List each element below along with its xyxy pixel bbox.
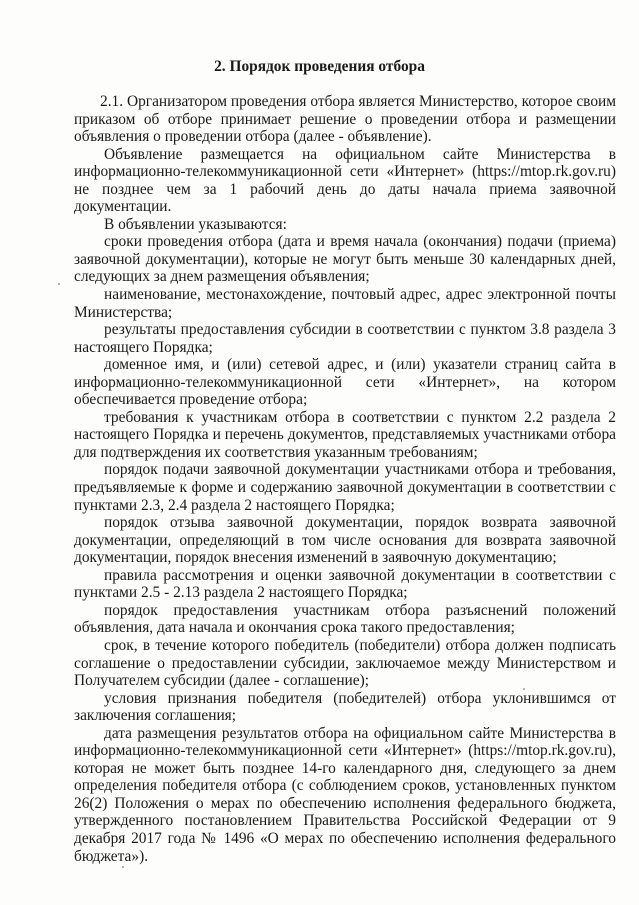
paragraph: 2.1. Организатором проведения отбора является Министерство, которое своим приказом об отборе принимает решение о проведении отбора и размещении объявления о проведении отбора (далее - объявление). [74,93,616,146]
paragraph: доменное имя, и (или) сетевой адрес, и (или) указатели страниц сайта в информационно-телекоммуникационной сети «Интернет», на котором обеспечивается проведение отбора; [74,356,616,409]
paragraph: В объявлении указываются: [104,215,287,233]
paragraph: порядок подачи заявочной документации участниками отбора и требования, предъявляемые к форме и содержанию заявочной документации в соответствии с пунктами 2.3, 2.4 раздела 2 настоящего Порядка; [74,461,616,514]
scan-speck [122,866,124,868]
paragraph: требования к участникам отбора в соответствии с пунктом 2.2 раздела 2 настоящего Порядка и перечень документов, представляемых участниками отбора для подтверждения их соответствия указанным требованиям; [74,408,616,461]
paragraph: сроки проведения отбора (дата и время начала (окончания) подачи (приема) заявочной документации), которые не могут быть меньше 30 календарных дней, следующих за днем размещения объявления; [74,233,616,286]
paragraph: правила рассмотрения и оценки заявочной документации в соответствии с пунктами 2.5 - 2.13 раздела 2 настоящего Порядка; [74,566,616,602]
paragraph: наименование, местонахождение, почтовый адрес, адрес электронной почты Министерства; [74,286,616,321]
paragraph: результаты предоставления субсидии в соответствии с пунктом 3.8 раздела 3 настоящего Порядка; [74,321,616,356]
scan-speck [58,283,60,285]
paragraph: Объявление размещается на официальном сайте Министерства в информационно-телекоммуникационной сети «Интернет» (https://mtop.rk.gov.ru) не позднее чем за 1 рабочий день до даты начала приема заявочной документации. [74,145,616,216]
document-body [74,93,616,865]
paragraph: порядок предоставления участникам отбора разъяснений положений объявления, дата начала и окончания срока такого предоставления; [74,601,616,637]
paragraph: условия признания победителя (победителей) отбора уклонившимся от заключения соглашения; [74,689,616,725]
paragraph: дата размещения результатов отбора на официальном сайте Министерства в информационно-телекоммуникационной сети «Интернет» (https://mtop.rk.gov.ru), которая не может быть позднее 14-го календарного дня, следующего за днем определения победителя отбора (с соблюдением сроков, установленных пунктом 26(2) Положения о мерах по обеспечению исполнения федерального бюджета, утвержденного постановлением Правительства Российской Федерации от 9 декабря 2017 года № 1496 «О мерах по обеспечению исполнения федерального бюджета»). [74,724,616,865]
section-title: 2. Порядок проведения отбора [214,58,425,75]
paragraph: порядок отзыва заявочной документации, порядок возврата заявочной документации, определяющий в том числе основания для возврата заявочной документации, порядок внесения изменений в заявочную документацию; [74,514,616,567]
paragraph: срок, в течение которого победитель (победители) отбора должен подписать соглашение о предоставлении субсидии, заключаемое между Министерством и Получателем субсидии (далее - соглашение); [74,636,616,690]
scan-speck [523,688,525,690]
